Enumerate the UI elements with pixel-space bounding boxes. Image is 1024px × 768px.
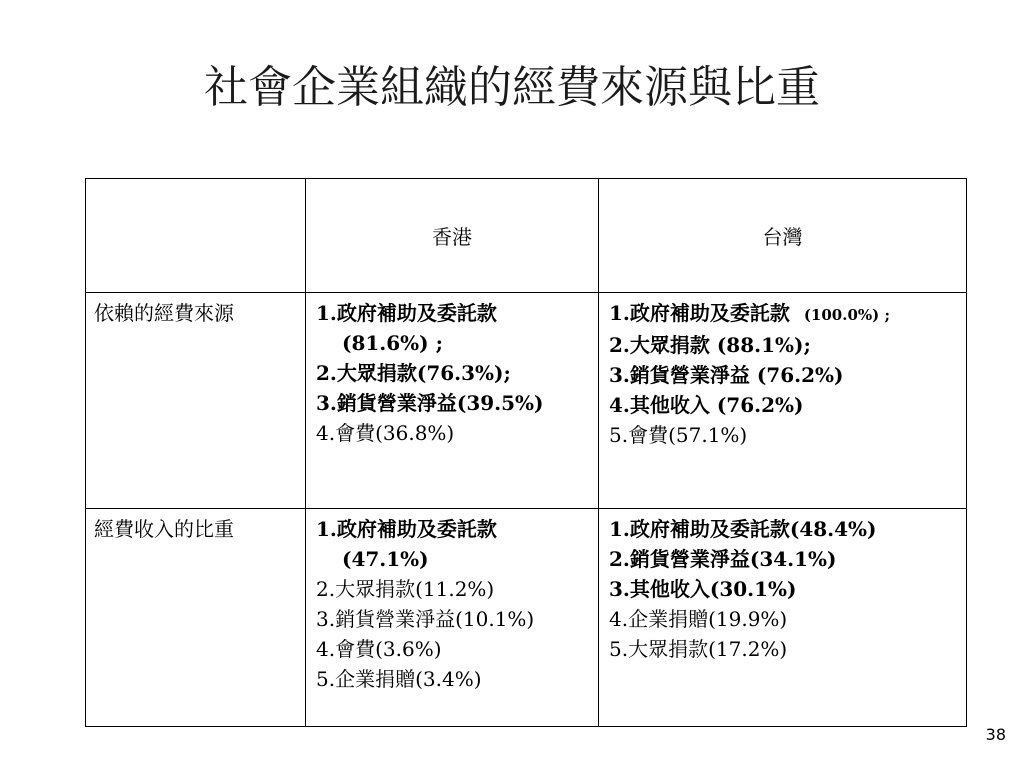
- list-item: 3.銷貨營業淨益(10.1%): [316, 607, 535, 631]
- header-hongkong: 香港: [306, 179, 599, 293]
- page-number: 38: [985, 725, 1006, 744]
- header-taiwan: 台灣: [599, 179, 967, 293]
- header-empty-cell: [86, 179, 306, 293]
- list-item: 2.大眾捐款(11.2%): [316, 577, 495, 601]
- list-item: [609, 298, 966, 330]
- list-item: 1.政府補助及委託款: [316, 517, 497, 541]
- list-item: 5.大眾捐款(17.2%): [609, 637, 788, 661]
- cell-tw-funding-sources: [599, 293, 967, 509]
- list-item: 4.其他收入 (76.2%): [609, 393, 804, 417]
- list-item: 4.企業捐贈(19.9%): [609, 607, 788, 631]
- row-label-funding-share: 經費收入的比重: [86, 509, 306, 727]
- list-item: 2.大眾捐款 (88.1%);: [609, 333, 811, 357]
- table-row-funding-share: [86, 509, 967, 727]
- cell-hk-funding-share: [306, 509, 599, 727]
- list-item: 2.大眾捐款(76.3%);: [316, 361, 511, 385]
- list-item-text: 1.政府補助及委託款: [609, 301, 790, 325]
- header-row: [86, 179, 967, 293]
- row-label-funding-sources: 依賴的經費來源: [86, 293, 306, 509]
- list-item: 5.會費(57.1%): [609, 423, 748, 447]
- cell-hk-funding-sources: [306, 293, 599, 509]
- list-item: 3.銷貨營業淨益 (76.2%): [609, 363, 844, 387]
- list-item: 1.政府補助及委託款(48.4%): [609, 517, 877, 541]
- list-item: 5.企業捐贈(3.4%): [316, 667, 482, 691]
- list-item: 4.會費(36.8%): [316, 421, 455, 445]
- cell-tw-funding-share: [599, 509, 967, 727]
- list-item: 3.其他收入(30.1%): [609, 577, 797, 601]
- list-item: (81.6%) ;: [342, 331, 443, 355]
- slide-title: 社會企業組織的經費來源與比重: [204, 62, 820, 113]
- list-item: 3.銷貨營業淨益(39.5%): [316, 391, 544, 415]
- list-item: 4.會費(3.6%): [316, 637, 442, 661]
- funding-table: [85, 178, 967, 727]
- list-item: 2.銷貨營業淨益(34.1%): [609, 547, 837, 571]
- list-item: 1.政府補助及委託款: [316, 301, 497, 325]
- list-item-percent: (100.0%) ;: [803, 306, 891, 324]
- list-item: (47.1%): [342, 547, 429, 571]
- table-row-funding-sources: [86, 293, 967, 509]
